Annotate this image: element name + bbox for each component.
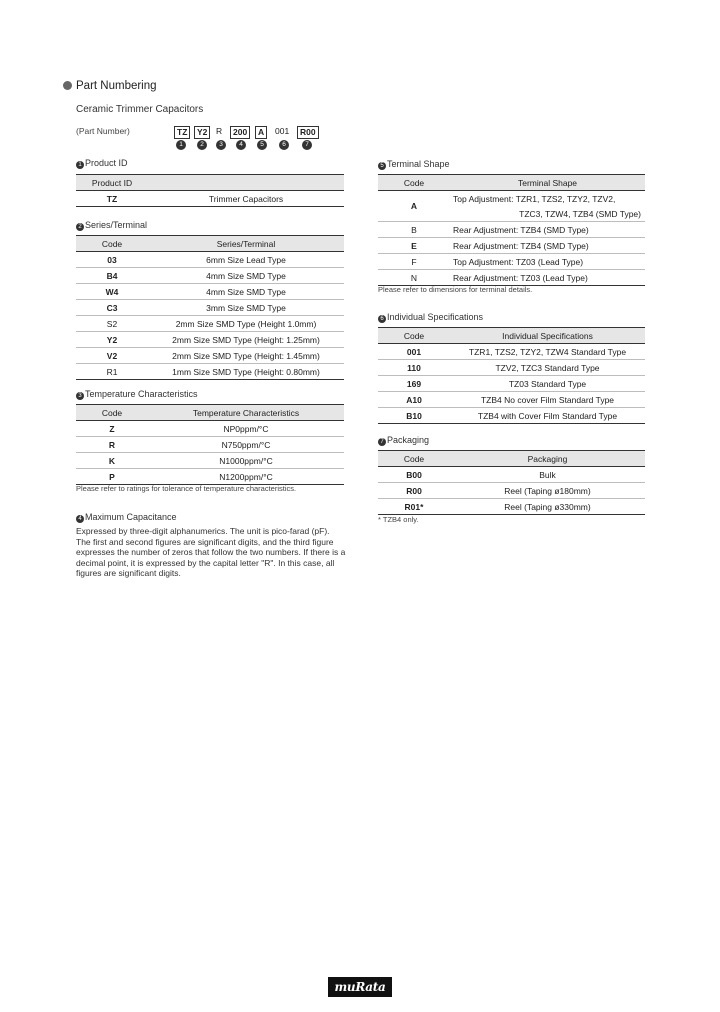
pn-segment-7: R00 (297, 126, 319, 139)
pn-segment-4: 200 (230, 126, 250, 139)
product-id-heading: 1 Product ID (76, 158, 128, 169)
individual-table: Code Individual Specifications 001 TZR1, TZS2, TZY2, TZW4 Standard Type 110 TZV2, TZC3 Standard Type 169 TZ03 Standard Type A10 TZB4 No cover Film Standard Type B10 TZB4 with Cover Film Standard Type (378, 327, 645, 424)
pn-index-3: 3 (216, 140, 226, 150)
section-title: Part Numbering (63, 80, 157, 92)
pn-index-2: 2 (197, 140, 207, 150)
table-row: 03 6mm Size Lead Type (76, 252, 344, 268)
bullet-icon (63, 81, 72, 90)
part-number-label: (Part Number) (76, 126, 130, 136)
table-row: B10 TZB4 with Cover Film Standard Type (378, 408, 645, 424)
table-row: 169 TZ03 Standard Type (378, 376, 645, 392)
series-table: Code Series/Terminal 03 6mm Size Lead Type B4 4mm Size SMD Type W4 4mm Size SMD Type C3 3mm Size SMD Type S2 2mm Size SMD Type (Height 1.0mm) Y2 2mm Size SMD Type (Height: 1.25mm) V2 2mm Size SMD Type (Height: 1.45mm) R1 1mm Size SMD Type (Height: 0.80mm) (76, 235, 344, 380)
table-row: S2 2mm Size SMD Type (Height 1.0mm) (76, 316, 344, 332)
table-row: R1 1mm Size SMD Type (Height: 0.80mm) (76, 364, 344, 380)
pn-segment-6: 001 (275, 126, 290, 136)
capacitance-text: Expressed by three-digit alphanumerics. The unit is pico-farad (pF). The first and second figures are significant digits, and the third figure expresses the number of zeros that follow the two numbers. If there is a decimal point, it is expressed by the capital letter "R". In this case, all figures are significant digits. (76, 526, 346, 578)
individual-heading: 6 Individual Specifications (378, 312, 483, 323)
pn-index-1: 1 (176, 140, 186, 150)
table-row: F Top Adjustment: TZ03 (Lead Type) (378, 254, 645, 270)
terminal-shape-table: Code Terminal Shape A Top Adjustment: TZR1, TZS2, TZY2, TZV2, TZC3, TZW4, TZB4 (SMD Type) B Rear Adjustment: TZB4 (SMD Type) E Rear Adjustment: TZB4 (SMD Type) F Top Adjustment: TZ03 (Lead Type) N Rear Adjustment: TZ03 (Lead Type) (378, 174, 645, 286)
temperature-heading: 3 Temperature Characteristics (76, 389, 198, 400)
table-row: E Rear Adjustment: TZB4 (SMD Type) (378, 238, 645, 254)
table-row: Y2 2mm Size SMD Type (Height: 1.25mm) (76, 332, 344, 348)
terminal-shape-note: Please refer to dimensions for terminal details. (378, 285, 533, 294)
table-row: TZ Trimmer Capacitors (76, 191, 344, 207)
series-heading: 2 Series/Terminal (76, 220, 147, 231)
pn-segment-1: TZ (174, 126, 190, 139)
temperature-table: Code Temperature Characteristics Z NP0ppm/°C R N750ppm/°C K N1000ppm/°C P N1200ppm/°C (76, 404, 344, 485)
packaging-heading: 7 Packaging (378, 435, 429, 446)
table-row: V2 2mm Size SMD Type (Height: 1.45mm) (76, 348, 344, 364)
table-row: R01* Reel (Taping ø330mm) (378, 499, 645, 515)
table-row: 001 TZR1, TZS2, TZY2, TZW4 Standard Type (378, 344, 645, 360)
pn-segment-5: A (255, 126, 267, 139)
table-row: C3 3mm Size SMD Type (76, 300, 344, 316)
table-row: A10 TZB4 No cover Film Standard Type (378, 392, 645, 408)
pn-segment-2: Y2 (194, 126, 210, 139)
table-row: B4 4mm Size SMD Type (76, 268, 344, 284)
subtitle: Ceramic Trimmer Capacitors (76, 104, 204, 115)
capacitance-heading: 4 Maximum Capacitance (76, 512, 177, 523)
table-row: K N1000ppm/°C (76, 453, 344, 469)
table-row: Z NP0ppm/°C (76, 421, 344, 437)
murata-logo: muRata (328, 977, 392, 997)
table-row: R N750ppm/°C (76, 437, 344, 453)
table-row: N Rear Adjustment: TZ03 (Lead Type) (378, 270, 645, 286)
packaging-table: Code Packaging B00 Bulk R00 Reel (Taping ø180mm) R01* Reel (Taping ø330mm) (378, 450, 645, 515)
pn-segment-3: R (216, 126, 223, 136)
table-row: 110 TZV2, TZC3 Standard Type (378, 360, 645, 376)
table-row: W4 4mm Size SMD Type (76, 284, 344, 300)
packaging-note: * TZB4 only. (378, 515, 419, 524)
product-id-table: Product ID TZ Trimmer Capacitors (76, 174, 344, 207)
pn-index-5: 5 (257, 140, 267, 150)
pn-index-6: 6 (279, 140, 289, 150)
table-row: B Rear Adjustment: TZB4 (SMD Type) (378, 222, 645, 238)
table-row: TZC3, TZW4, TZB4 (SMD Type) (378, 206, 645, 222)
pn-index-4: 4 (236, 140, 246, 150)
terminal-shape-heading: 5 Terminal Shape (378, 159, 450, 170)
table-row: P N1200ppm/°C (76, 469, 344, 485)
table-row: R00 Reel (Taping ø180mm) (378, 483, 645, 499)
table-row: A Top Adjustment: TZR1, TZS2, TZY2, TZV2, (378, 191, 645, 207)
temperature-note: Please refer to ratings for tolerance of temperature characteristics. (76, 484, 297, 493)
pn-index-7: 7 (302, 140, 312, 150)
table-row: B00 Bulk (378, 467, 645, 483)
